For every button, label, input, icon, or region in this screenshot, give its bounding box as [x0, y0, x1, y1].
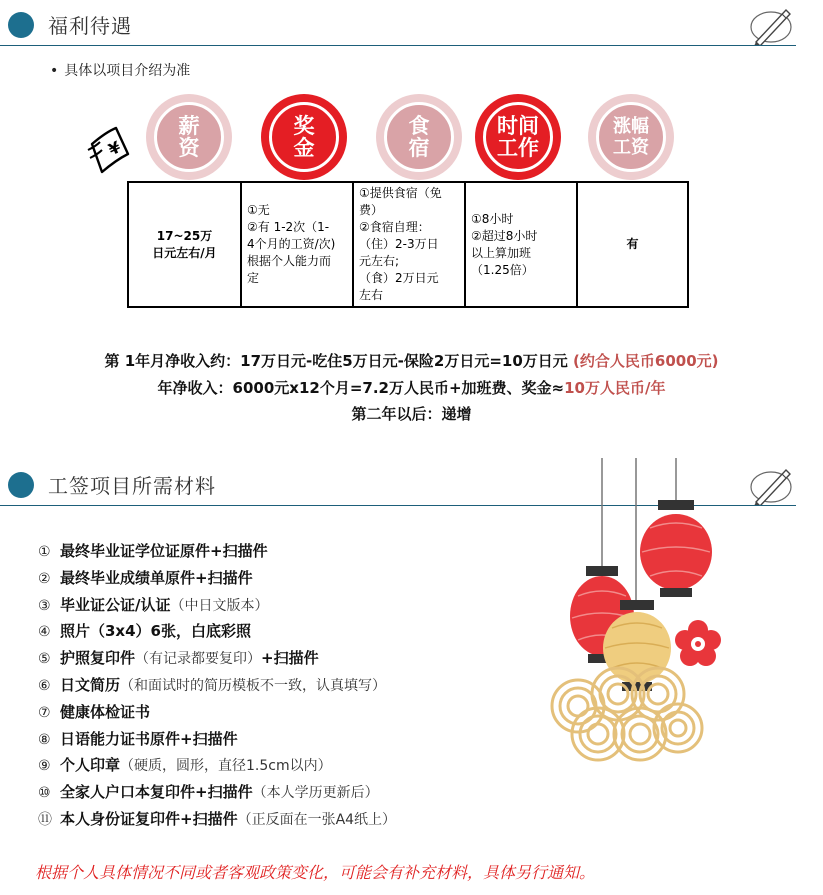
- salary-cell: [128, 182, 241, 307]
- circle-raise-line2: 工资: [613, 137, 649, 158]
- income-line-1-highlight: (约合人民币6000元): [573, 352, 719, 370]
- item-extra: （有记录都要复印）: [135, 651, 262, 668]
- note-text: 具体以项目介绍为准: [64, 63, 191, 79]
- circle-salary-line2: 资: [178, 136, 200, 160]
- hours-cell: [465, 182, 577, 307]
- hours-line: 以上算加班: [471, 245, 532, 260]
- item-main: 最终毕业证学位证原件+扫描件: [60, 542, 268, 560]
- board-line: ①提供食宿（免: [359, 186, 442, 200]
- income-line-1: [0, 350, 823, 371]
- benefits-table: [127, 181, 689, 308]
- board-line: 元左右;: [359, 254, 400, 268]
- bonus-line: ②有 1-2次（1-: [247, 220, 330, 234]
- circle-raise-line1: 涨幅: [613, 116, 649, 137]
- list-item: [38, 728, 396, 755]
- circle-hours: [475, 94, 561, 180]
- circle-bonus: [261, 94, 347, 180]
- board-line: 费）: [359, 203, 384, 217]
- income-line-2: [0, 377, 823, 398]
- bonus-line: ①无: [247, 203, 270, 217]
- item-main: 个人印章: [60, 756, 121, 775]
- circle-salary: [146, 94, 232, 180]
- list-item: [38, 540, 396, 567]
- item-main-suffix: +扫描件: [261, 649, 319, 668]
- item-extra: （本人学历更新后）: [252, 785, 379, 802]
- bonus-cell: [241, 182, 353, 307]
- circle-bonus-line1: 奖: [293, 114, 315, 138]
- hours-line: （1.25倍）: [471, 262, 534, 277]
- circle-salary-line1: 薪: [178, 114, 200, 138]
- item-extra: （和面试时的简历模板不一致，认真填写）: [120, 677, 387, 694]
- circle-hours-line2: 工作: [497, 136, 539, 160]
- item-number: ⑧: [38, 731, 51, 748]
- item-number: ⑪: [38, 811, 52, 828]
- item-main: 全家人户口本复印件+扫描件: [60, 783, 253, 802]
- section-title: 工签项目所需材料: [48, 474, 216, 498]
- circle-board: [376, 94, 462, 180]
- pen-icon: [748, 464, 794, 506]
- list-item: [38, 701, 396, 728]
- bullet-icon: •: [50, 63, 59, 79]
- bonus-line: 定: [247, 271, 260, 285]
- hours-line: ①8小时: [471, 211, 514, 226]
- item-number: ④: [38, 624, 51, 641]
- raise-cell: 有: [577, 182, 688, 307]
- item-extra: （正反面在一张A4纸上）: [237, 811, 397, 828]
- income-line-1-main: 第 1年月净收入约：17万日元-吃住5万日元-保险2万日元=10万日元: [104, 352, 568, 370]
- board-cell: [353, 182, 465, 307]
- item-main: 毕业证公证/认证: [60, 595, 171, 614]
- list-item: [38, 674, 396, 701]
- item-main: 本人身份证复印件+扫描件: [60, 809, 238, 828]
- item-number: ③: [38, 597, 51, 614]
- board-line: 左右: [359, 288, 384, 302]
- circle-bonus-line2: 金: [293, 136, 315, 160]
- list-item: [38, 620, 396, 647]
- circle-board-line1: 食: [408, 114, 430, 138]
- item-main: 照片（3x4）6张，白底彩照: [60, 622, 251, 641]
- item-main: 健康体检证书: [60, 702, 151, 721]
- list-item: [38, 567, 396, 594]
- section-divider: [0, 45, 796, 46]
- item-extra: （中日文版本）: [170, 597, 269, 614]
- item-main: 护照复印件: [60, 649, 136, 668]
- income-line-2-highlight: 10万人民币/年: [564, 379, 666, 397]
- note-line: [50, 60, 190, 80]
- item-main: 最终毕业成绩单原件+扫描件: [60, 568, 253, 587]
- board-line: ②食宿自理：: [359, 220, 430, 234]
- lanterns-decoration: [550, 458, 750, 768]
- list-item: [38, 808, 396, 835]
- item-number: ②: [38, 570, 51, 587]
- item-main: 日语能力证书原件+扫描件: [60, 729, 238, 748]
- salary-line: 日元左右/月: [152, 245, 217, 260]
- svg-text:¥: ¥: [105, 137, 124, 160]
- item-number: ⑩: [38, 785, 51, 802]
- table-row: [128, 182, 688, 307]
- item-number: ⑤: [38, 651, 51, 668]
- salary-line: 17~25万: [156, 228, 213, 243]
- income-line-3: 第二年以后：递增: [351, 405, 472, 423]
- section-dot-icon: [8, 472, 34, 498]
- materials-list: [38, 540, 396, 835]
- list-item: [38, 754, 396, 781]
- section-header-benefits: [0, 4, 796, 46]
- bonus-line: 4个月的工资/次): [247, 237, 336, 251]
- list-item: [38, 781, 396, 808]
- board-line: （食）2万日元: [359, 271, 439, 285]
- money-icon: [86, 124, 132, 176]
- hours-line: ②超过8小时: [471, 228, 538, 243]
- footer-note: 根据个人具体情况不同或者客观政策变化，可能会有补充材料，具体另行通知。: [35, 863, 596, 882]
- circle-raise: [588, 94, 674, 180]
- item-extra: （硬质，圆形，直径1.5cm以内）: [120, 758, 332, 775]
- income-line-2-main: 年净收入：6000元x12个月=7.2万人民币+加班费、奖金≈: [157, 379, 565, 397]
- section-title: 福利待遇: [48, 14, 132, 38]
- bonus-line: 根据个人能力而: [247, 254, 332, 268]
- list-item: [38, 647, 396, 674]
- circle-hours-line1: 时间: [497, 114, 539, 138]
- item-main: 日文简历: [60, 675, 121, 694]
- item-number: ⑦: [38, 704, 51, 721]
- item-number: ①: [38, 544, 51, 560]
- board-line: （住）2-3万日: [359, 237, 439, 251]
- item-number: ⑨: [38, 758, 51, 775]
- list-item: [38, 594, 396, 621]
- pen-icon: [748, 4, 794, 46]
- circle-board-line2: 宿: [408, 136, 430, 160]
- section-dot-icon: [8, 12, 34, 38]
- item-number: ⑥: [38, 677, 51, 694]
